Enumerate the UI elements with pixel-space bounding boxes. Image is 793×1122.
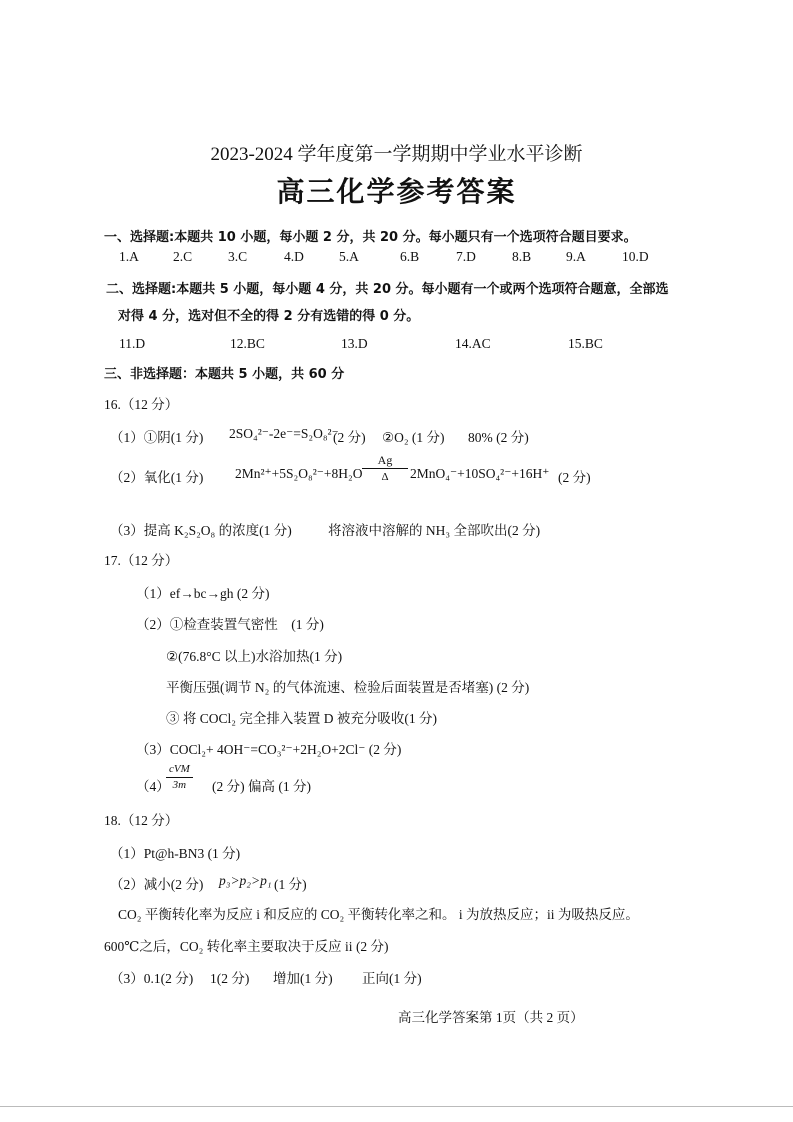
q17-p2a: （2）①检查装置气密性 (1 分) (136, 617, 324, 632)
catalyst-label: Ag (377, 453, 393, 467)
answer-item: 12.BC (230, 336, 265, 351)
section2-heading-line2: 对得 4 分，选对但不全的得 2 分有选错的得 0 分。 (118, 309, 420, 324)
q17-p3: （3）COCl₂+ 4OH⁻=CO₃²⁻+2H₂O+2Cl⁻ (2 分) (136, 742, 402, 757)
page-footer: 高三化学答案第 1页（共 2 页） (398, 1010, 584, 1025)
fraction-denominator: 3m (172, 779, 187, 791)
page-bottom-divider (0, 1106, 793, 1107)
answer-item: 7.D (456, 249, 476, 264)
section1-heading: 一、选择题:本题共 10 小题，每小题 2 分，共 20 分。每小题只有一个选项符合题目要求。 (104, 230, 637, 245)
q18-p2-order: p₃>p₂>p₁ (219, 873, 272, 888)
fraction (166, 764, 193, 791)
q16-p1-part3: 80% (2 分) (468, 430, 529, 445)
q17-p1: （1）ef→bc→gh (2 分) (136, 586, 270, 601)
q17-label: 17.（12 分） (104, 553, 179, 568)
answer-item: 13.D (341, 336, 368, 351)
q18-p2-score: (1 分) (274, 877, 307, 892)
q17-p2d: ③ 将 COCl₂ 完全排入装置 D 被充分吸收(1 分) (166, 711, 437, 726)
q16-p2-left: 2Mn²⁺+5S₂O₈²⁻+8H₂O (235, 466, 363, 481)
reaction-arrow-line (362, 468, 408, 469)
answer-item: 5.A (339, 249, 359, 264)
q18-p3-a: （3）0.1(2 分) (110, 971, 194, 986)
q17-p2c: 平衡压强(调节 N₂ 的气体流速、检验后面装置是否堵塞) (2 分) (166, 680, 530, 695)
q16-p2-right: 2MnO₄⁻+10SO₄²⁻+16H⁺ (410, 466, 550, 481)
q18-p1: （1）Pt@h-BN3 (1 分) (110, 846, 241, 861)
q18-p3-d: 正向(1 分) (362, 971, 422, 986)
answer-item: 11.D (119, 336, 146, 351)
fraction-bar (166, 777, 193, 778)
answer-item: 4.D (284, 249, 304, 264)
q17-p4-prefix: （4） (136, 779, 170, 794)
section2-heading-line1: 二、选择题:本题共 5 小题，每小题 4 分，共 20 分。每小题有一个或两个选项符合题意，全部选 (106, 282, 669, 297)
q16-p1-formula: 2SO₄²⁻-2e⁻=S₂O₈²⁻ (229, 426, 339, 441)
answer-item: 14.AC (455, 336, 491, 351)
q18-label: 18.（12 分） (104, 813, 179, 828)
q16-p1-part2: ②O₂ (1 分) (382, 430, 445, 445)
answer-item: 15.BC (568, 336, 603, 351)
heat-label: Δ (381, 471, 389, 483)
q18-p2-line3: 600℃之后，CO₂ 转化率主要取决于反应 ii (2 分) (104, 939, 389, 954)
answer-item: 9.A (566, 249, 586, 264)
answer-item: 1.A (119, 249, 139, 264)
fraction-numerator: cVM (169, 763, 190, 775)
exam-subtitle: 2023-2024 学年度第一学期期中学业水平诊断 (210, 144, 583, 165)
q16-p3: （3）提高 K₂S₂O₈ 的浓度(1 分) (110, 523, 292, 538)
section3-heading: 三、非选择题：本题共 5 小题，共 60 分 (104, 367, 345, 382)
answer-item: 8.B (512, 249, 532, 264)
reaction-condition (362, 454, 408, 483)
answer-item: 2.C (173, 249, 193, 264)
q18-p2-line2: CO₂ 平衡转化率为反应 i 和反应的 CO₂ 平衡转化率之和。 i 为放热反应；ii 为吸热反应。 (118, 907, 639, 922)
q18-p3-b: 1(2 分) (210, 971, 250, 986)
q17-p2b: ②(76.8°C 以上)水浴加热(1 分) (166, 649, 343, 664)
q16-p1-score: (2 分) (333, 430, 366, 445)
q16-label: 16.（12 分） (104, 397, 179, 412)
q16-p3b: 将溶液中溶解的 NH₃ 全部吹出(2 分) (328, 523, 541, 538)
q16-p2-score: (2 分) (558, 470, 591, 485)
answer-item: 10.D (622, 249, 649, 264)
answer-item: 6.B (400, 249, 420, 264)
answer-item: 3.C (228, 249, 248, 264)
q17-p4-suffix: (2 分) 偏高 (1 分) (212, 779, 311, 794)
q16-p2-prefix: （2）氧化(1 分) (110, 470, 204, 485)
q18-p3-c: 增加(1 分) (273, 971, 333, 986)
q16-p1-prefix: （1）①阴(1 分) (110, 430, 204, 445)
q18-p2-prefix: （2）减小(2 分) (110, 877, 204, 892)
page-title: 高三化学参考答案 (276, 175, 517, 208)
